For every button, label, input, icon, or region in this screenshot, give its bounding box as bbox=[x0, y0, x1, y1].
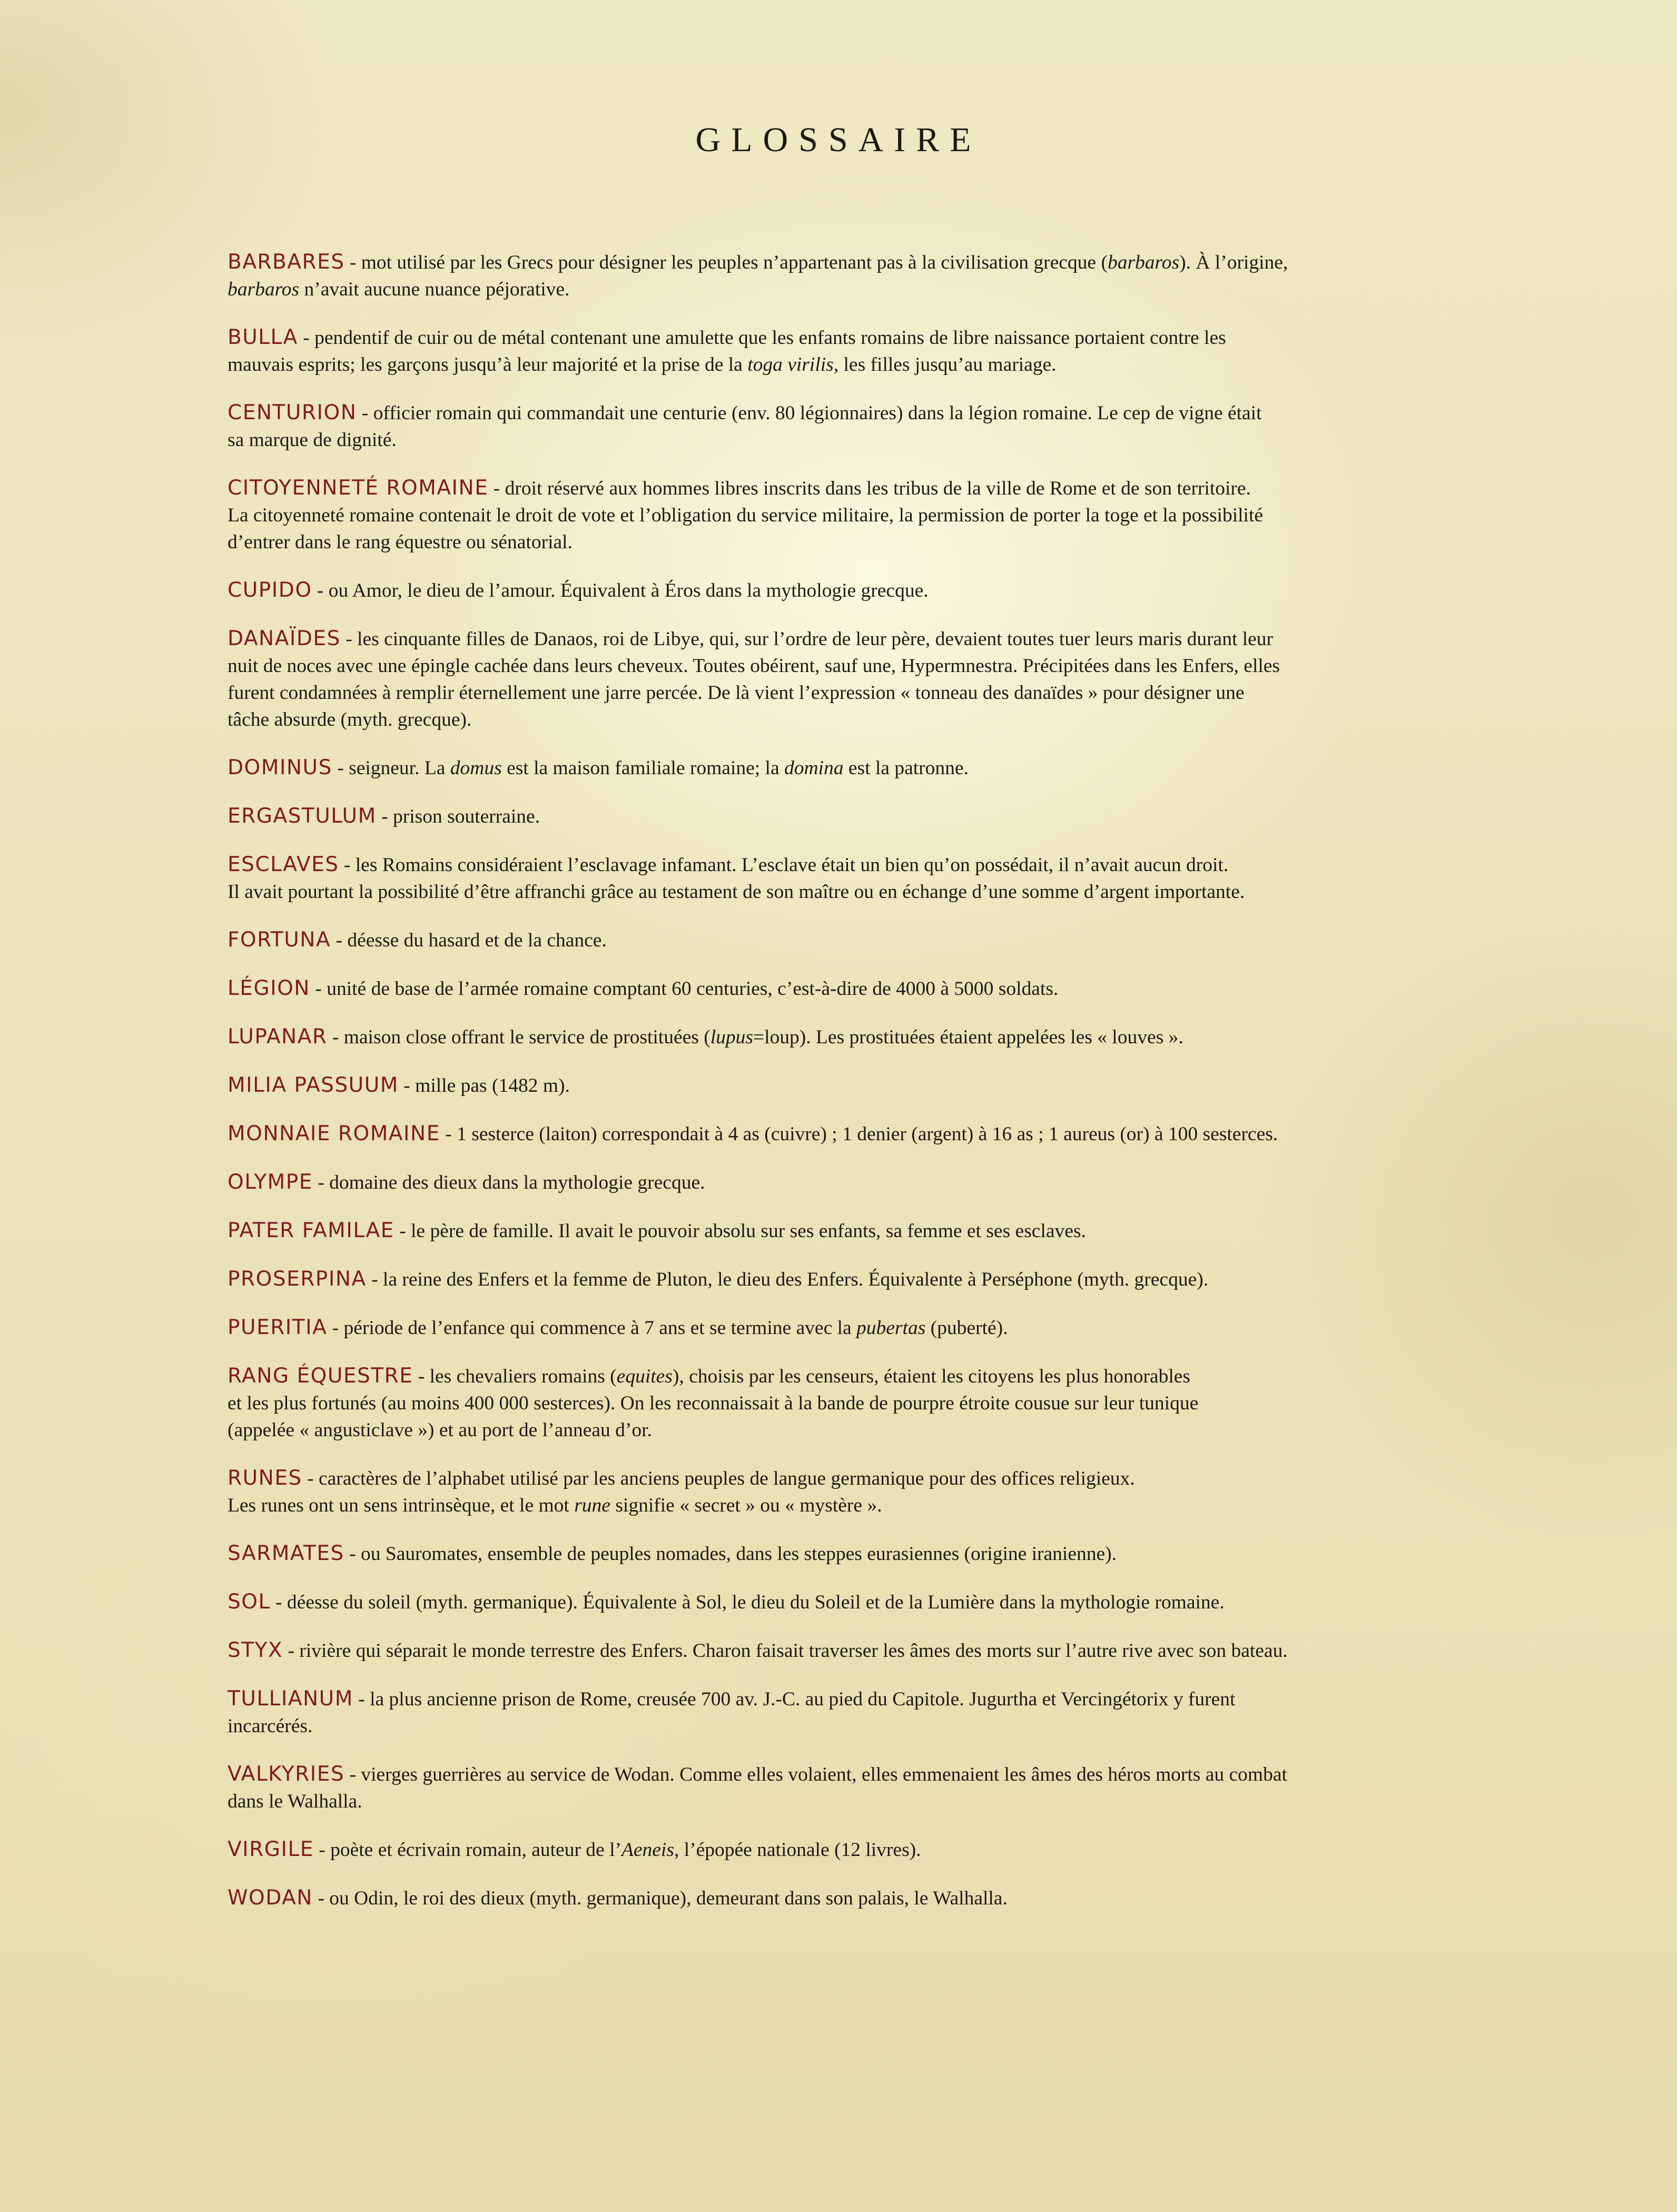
glossary-entry bbox=[228, 625, 1460, 733]
definition-text: - les chevaliers romains ( bbox=[413, 1366, 617, 1387]
definition-text: n’avait aucune nuance péjorative. bbox=[299, 279, 570, 300]
definition-text: , l’épopée nationale (12 livres). bbox=[674, 1839, 921, 1861]
glossary-term: CITOYENNETÉ ROMAINE bbox=[228, 476, 489, 500]
glossary-term: LÉGION bbox=[228, 976, 310, 1000]
glossary-term: BULLA bbox=[228, 325, 298, 349]
definition-text: - les Romains considéraient l’esclavage infamant. L’esclave était un bien qu’on possédait, il n’avait aucun droit. bbox=[339, 854, 1229, 876]
definition-text: - le père de famille. Il avait le pouvoir absolu sur ses enfants, sa femme et ses esclaves. bbox=[394, 1220, 1086, 1242]
definition-text: - déesse du soleil (myth. germanique). Équivalente à Sol, le dieu du Soleil et de la Lumière dans la mythologie romaine. bbox=[270, 1592, 1225, 1613]
glossary-entry bbox=[228, 1465, 1460, 1519]
definition-text: - la reine des Enfers et la femme de Pluton, le dieu des Enfers. Équivalente à Perséphone (myth. grecque). bbox=[366, 1269, 1209, 1290]
glossary-term: FORTUNA bbox=[228, 928, 331, 952]
glossary-term: RANG ÉQUESTRE bbox=[228, 1364, 413, 1388]
glossary-entry bbox=[228, 926, 1460, 954]
glossary-term: SOL bbox=[228, 1590, 271, 1614]
glossary-entry bbox=[228, 399, 1460, 453]
glossary-term: LUPANAR bbox=[228, 1025, 328, 1049]
glossary-term: PUERITIA bbox=[228, 1316, 328, 1339]
definition-text: dans le Walhalla. bbox=[228, 1791, 362, 1812]
glossary-term: RUNES bbox=[228, 1466, 302, 1490]
definition-text: , les filles jusqu’au mariage. bbox=[833, 354, 1057, 376]
glossary-entry bbox=[228, 249, 1460, 303]
definition-text: - officier romain qui commandait une centurie (env. 80 légionnaires) dans la légion romaine. Le cep de vigne était bbox=[357, 402, 1262, 424]
glossary-entry bbox=[228, 1362, 1460, 1444]
glossary-term: MONNAIE ROMAINE bbox=[228, 1122, 440, 1146]
definition-text: - droit réservé aux hommes libres inscrits dans les tribus de la ville de Rome et de son territoire. bbox=[488, 478, 1251, 499]
glossary-term: CENTURION bbox=[228, 401, 357, 424]
definition-text: - prison souterraine. bbox=[376, 806, 540, 827]
definition-italic-text: Aeneis bbox=[621, 1839, 674, 1861]
definition-text: - 1 sesterce (laiton) correspondait à 4 as (cuivre) ; 1 denier (argent) à 16 as ; 1 aureus (or) à 100 sesterces. bbox=[440, 1123, 1278, 1145]
definition-italic-text: barbaros bbox=[1107, 252, 1180, 273]
glossary-entry bbox=[228, 1884, 1460, 1912]
definition-text: (appelée « angusticlave ») et au port de l’anneau d’or. bbox=[228, 1419, 652, 1441]
glossary-term: BARBARES bbox=[228, 250, 345, 274]
glossary-entry bbox=[228, 1836, 1460, 1863]
definition-text: - la plus ancienne prison de Rome, creusée 700 av. J.-C. au pied du Capitole. Jugurtha et Vercingétorix y furent bbox=[353, 1688, 1236, 1710]
definition-text: Les runes ont un sens intrinsèque, et le mot bbox=[228, 1495, 575, 1516]
definition-text: - pendentif de cuir ou de métal contenant une amulette que les enfants romains de libre naissance portaient contre les bbox=[298, 327, 1226, 349]
page-title: GLOSSAIRE bbox=[695, 121, 982, 159]
definition-italic-text: lupus bbox=[710, 1026, 753, 1048]
definition-text: - mot utilisé par les Grecs pour désigner les peuples n’appartenant pas à la civilisation grecque ( bbox=[344, 252, 1108, 273]
glossary-entry bbox=[228, 1588, 1460, 1616]
glossary-entry bbox=[228, 577, 1460, 604]
glossary-entry bbox=[228, 975, 1460, 1002]
glossary-entry bbox=[228, 1266, 1460, 1293]
definition-text: - caractères de l’alphabet utilisé par les anciens peuples de langue germanique pour des offices religieux. bbox=[302, 1468, 1135, 1489]
glossary-entry bbox=[228, 1314, 1460, 1341]
definition-text: signifie « secret » ou « mystère ». bbox=[610, 1495, 882, 1516]
glossary-term: PATER FAMILAE bbox=[228, 1219, 394, 1242]
glossary-entry bbox=[228, 1685, 1460, 1740]
glossary-entry bbox=[228, 1637, 1460, 1664]
definition-text: mauvais esprits; les garçons jusqu’à leur majorité et la prise de la bbox=[228, 354, 748, 376]
glossary-term: MILIA PASSUUM bbox=[228, 1073, 399, 1097]
definition-text: - poète et écrivain romain, auteur de l’ bbox=[313, 1839, 622, 1861]
glossary-term: ESCLAVES bbox=[228, 853, 339, 876]
definition-text: - domaine des dieux dans la mythologie grecque. bbox=[312, 1172, 705, 1193]
glossary-entry bbox=[228, 475, 1460, 556]
definition-italic-text: domina bbox=[784, 757, 844, 779]
glossary-term: OLYMPE bbox=[228, 1170, 313, 1194]
definition-text: - mille pas (1482 m). bbox=[398, 1075, 570, 1097]
glossary-entry bbox=[228, 1217, 1460, 1245]
definition-text: - unité de base de l’armée romaine comptant 60 centuries, c’est-à-dire de 4000 à 5000 soldats. bbox=[310, 978, 1059, 1000]
glossary-entry bbox=[228, 1540, 1460, 1567]
glossary-term: STYX bbox=[228, 1638, 283, 1662]
glossary-term: WODAN bbox=[228, 1886, 313, 1910]
definition-text: - maison close offrant le service de prostituées ( bbox=[327, 1026, 711, 1048]
definition-text: d’entrer dans le rang équestre ou sénatorial. bbox=[228, 531, 573, 553]
glossary-entry bbox=[228, 1169, 1460, 1196]
definition-text: - ou Amor, le dieu de l’amour. Équivalent à Éros dans la mythologie grecque. bbox=[312, 580, 929, 601]
definition-italic-text: equites bbox=[616, 1366, 673, 1387]
glossary-term: DANAÏDES bbox=[228, 627, 341, 650]
glossary-entry bbox=[228, 1761, 1460, 1815]
definition-text: est la patronne. bbox=[843, 757, 969, 779]
definition-text: - seigneur. La bbox=[332, 757, 450, 779]
glossary-entry bbox=[228, 1072, 1460, 1099]
glossary-entry bbox=[228, 803, 1460, 830]
definition-text: (puberté). bbox=[925, 1317, 1008, 1339]
glossary-entry bbox=[228, 324, 1460, 378]
definition-text: Il avait pourtant la possibilité d’être affranchi grâce au testament de son maître ou en échange d’une somme d’argent importante. bbox=[228, 881, 1245, 903]
glossary-term: ERGASTULUM bbox=[228, 804, 377, 828]
definition-text: =loup). Les prostituées étaient appelées les « louves ». bbox=[753, 1026, 1183, 1048]
definition-text: - période de l’enfance qui commence à 7 ans et se termine avec la bbox=[327, 1317, 857, 1339]
definition-text: incarcérés. bbox=[228, 1715, 313, 1737]
definition-text: - ou Sauromates, ensemble de peuples nomades, dans les steppes eurasiennes (origine iranienne). bbox=[344, 1543, 1117, 1565]
definition-text: tâche absurde (myth. grecque). bbox=[228, 709, 472, 730]
glossary-term: VIRGILE bbox=[228, 1838, 314, 1861]
glossary-term: TULLIANUM bbox=[228, 1687, 353, 1711]
definition-text: - déesse du hasard et de la chance. bbox=[331, 930, 607, 951]
definition-text: est la maison familiale romaine; la bbox=[501, 757, 784, 779]
definition-italic-text: barbaros bbox=[228, 279, 300, 300]
definition-italic-text: rune bbox=[574, 1495, 610, 1516]
definition-text: ), choisis par les censeurs, étaient les citoyens les plus honorables bbox=[672, 1366, 1190, 1387]
definition-text: - ou Odin, le roi des dieux (myth. germanique), demeurant dans son palais, le Walhalla. bbox=[312, 1888, 1008, 1909]
glossary-term: PROSERPINA bbox=[228, 1267, 367, 1291]
definition-text: nuit de noces avec une épingle cachée dans leurs cheveux. Toutes obéirent, sauf une, Hypermnestra. Précipitées dans les Enfers, elles bbox=[228, 655, 1280, 677]
definition-text: - les cinquante filles de Danaos, roi de Libye, qui, sur l’ordre de leur père, devaient toutes tuer leurs maris durant leur bbox=[340, 628, 1274, 650]
definition-text: La citoyenneté romaine contenait le droit de vote et l’obligation du service militaire, la permission de porter la toge et la possibilité bbox=[228, 505, 1264, 526]
glossary-entry bbox=[228, 1023, 1460, 1051]
glossary-term: CUPIDO bbox=[228, 578, 312, 602]
definition-text: - vierges guerrières au service de Wodan. Comme elles volaient, elles emmenaient les âmes des héros morts au combat bbox=[344, 1764, 1287, 1785]
glossary-entry bbox=[228, 851, 1460, 905]
glossary-term: DOMINUS bbox=[228, 756, 332, 779]
glossary-entry bbox=[228, 1120, 1460, 1148]
definition-text: et les plus fortunés (au moins 400 000 sesterces). On les reconnaissait à la bande de pourpre étroite cousue sur leur tunique bbox=[228, 1393, 1199, 1414]
glossary-entry bbox=[228, 754, 1460, 782]
glossary-list bbox=[228, 249, 1460, 1933]
definition-italic-text: toga virilis bbox=[747, 354, 834, 376]
definition-italic-text: domus bbox=[450, 757, 502, 779]
definition-text: ). À l’origine, bbox=[1179, 252, 1288, 273]
glossary-term: VALKYRIES bbox=[228, 1762, 345, 1786]
definition-text: - rivière qui séparait le monde terrestre des Enfers. Charon faisait traverser les âmes des morts sur l’autre rive avec son bateau. bbox=[283, 1640, 1288, 1662]
definition-text: sa marque de dignité. bbox=[228, 429, 397, 451]
glossary-term: SARMATES bbox=[228, 1542, 344, 1565]
definition-text: furent condamnées à remplir éternellement une jarre percée. De là vient l’expression « tonneau des danaïdes » pour désigner une bbox=[228, 682, 1245, 704]
definition-italic-text: pubertas bbox=[856, 1317, 926, 1339]
